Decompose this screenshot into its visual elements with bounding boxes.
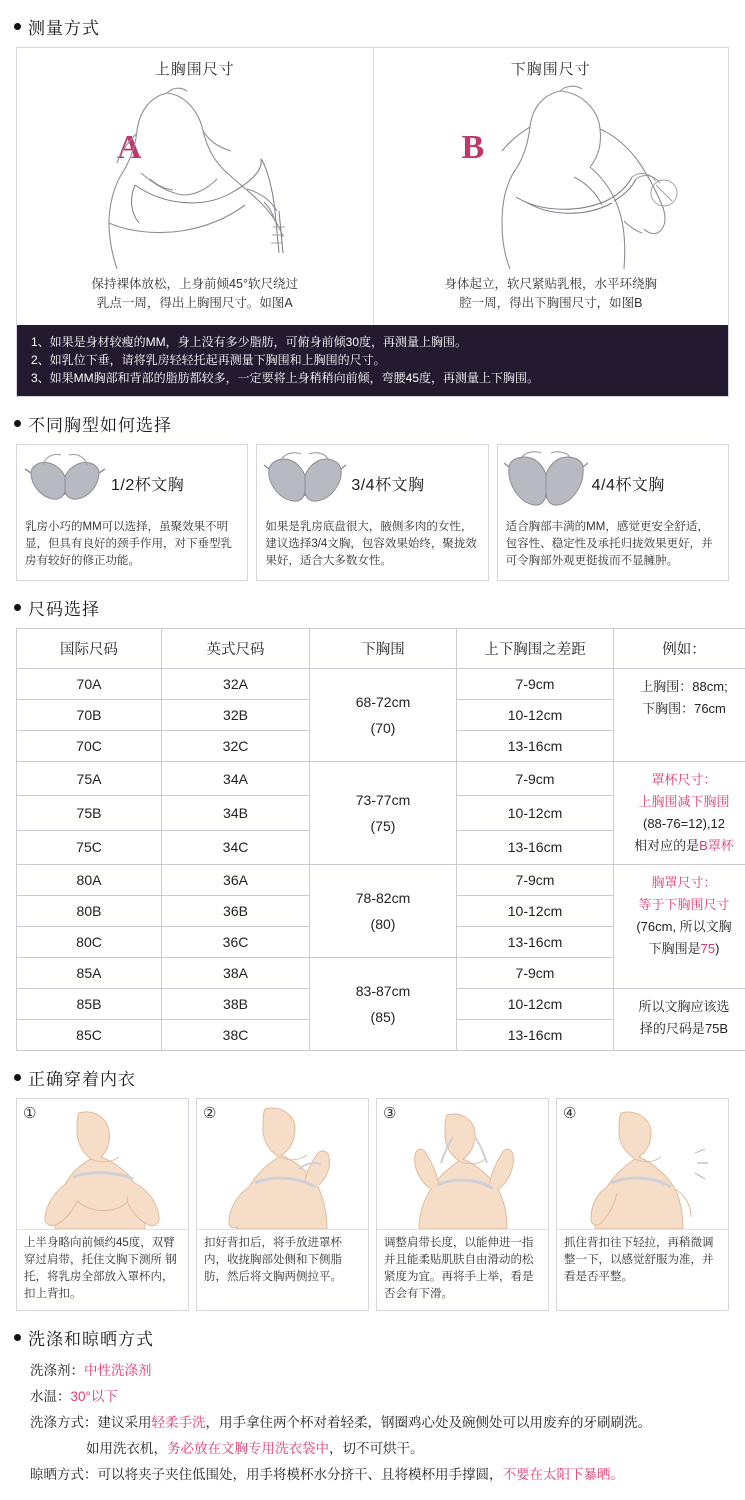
wash-method-label: 洗涤方式：建议采用 xyxy=(30,1415,152,1430)
measure-upper-caption xyxy=(17,271,373,325)
wash-method-rest: ，用手拿住两个杯对着轻柔，钢圈鸡心处及碗侧处可以用废弃的牙刷刷洗。 xyxy=(205,1415,651,1430)
step-card xyxy=(16,1098,189,1311)
underbust-range: 73-77cm xyxy=(355,792,411,808)
measure-upper-letter: A xyxy=(117,129,142,166)
measure-under-caption-line1: 身体起立，软尺紧贴乳根，水平环绕胸 xyxy=(444,277,657,291)
cell-diff: 13-16cm xyxy=(457,1020,614,1051)
step-number: ③ xyxy=(383,1105,397,1122)
wash-method-line xyxy=(30,1410,715,1436)
bullet-icon xyxy=(14,1074,21,1081)
cup-label: 3/4杯文胸 xyxy=(351,476,425,494)
wash-temp-label: 水温： xyxy=(30,1389,71,1404)
underbust-num: (70) xyxy=(370,720,396,736)
table-row xyxy=(17,865,745,896)
dry-method-pre: 晾晒方式：可以将夹子夹住低围处，用手将模杯水分挤干、且将模杯用手撑圆， xyxy=(30,1467,503,1482)
cell-underbust xyxy=(310,762,457,865)
cell-intl: 70B xyxy=(17,700,162,731)
cell-uk: 34A xyxy=(162,762,310,796)
table-row xyxy=(17,669,745,700)
step-card xyxy=(376,1098,549,1311)
step-illustration xyxy=(197,1099,368,1229)
section-heading-wash-label: 洗涤和晾晒方式 xyxy=(28,1330,154,1349)
cell-intl: 70A xyxy=(17,669,162,700)
wash-machine-highlight: 务必放在文胸专用洗衣袋中 xyxy=(167,1441,329,1456)
measure-upper-illustration xyxy=(17,81,373,271)
cell-diff: 10-12cm xyxy=(457,896,614,927)
cell-intl: 85B xyxy=(17,989,162,1020)
cup-card xyxy=(16,444,248,581)
size-table xyxy=(16,628,745,1051)
cell-underbust xyxy=(310,865,457,958)
step-card xyxy=(196,1098,369,1311)
figure-upper-svg xyxy=(17,81,377,271)
measure-under-caption xyxy=(374,271,729,325)
section-heading-size xyxy=(14,595,745,620)
example-cup-formula: 上胸围减下胸围 xyxy=(638,794,730,809)
measure-box xyxy=(16,47,729,397)
wash-machine-pre: 如用洗衣机， xyxy=(86,1441,167,1456)
cell-intl: 75B xyxy=(17,796,162,830)
example-cup-result-value: B罩杯 xyxy=(699,838,734,853)
example-under: 下胸围：76cm xyxy=(642,701,726,716)
example-cup-title: 罩杯尺寸： xyxy=(651,772,717,787)
cup-label: 1/2杯文胸 xyxy=(111,476,185,494)
cup-card xyxy=(497,444,729,581)
cell-underbust xyxy=(310,669,457,762)
size-table-wrap xyxy=(16,628,734,1051)
th-uk: 英式尺码 xyxy=(162,629,310,669)
step-4-svg xyxy=(557,1099,728,1229)
cell-diff: 13-16cm xyxy=(457,830,614,864)
cell-uk: 38C xyxy=(162,1020,310,1051)
example-conclusion-2: 择的尺码是75B xyxy=(639,1021,729,1036)
bra-full-cup-icon xyxy=(504,451,588,515)
cell-intl: 80B xyxy=(17,896,162,927)
cup-card xyxy=(256,444,488,581)
wash-temp-value: 30°以下 xyxy=(70,1389,118,1404)
cell-intl: 80C xyxy=(17,927,162,958)
example-cup-result: 相对应的是B罩杯 xyxy=(634,838,734,853)
cell-diff: 10-12cm xyxy=(457,700,614,731)
cell-uk: 38A xyxy=(162,958,310,989)
bullet-icon xyxy=(14,604,21,611)
underbust-range: 83-87cm xyxy=(355,983,411,999)
example-band-result: 下胸围是75) xyxy=(648,941,720,956)
th-diff: 上下胸围之差距 xyxy=(457,629,614,669)
section-heading-cups-label: 不同胸型如何选择 xyxy=(28,416,172,435)
cup-desc: 乳房小巧的MM可以选择，虽聚效果不明显，但具有良好的颈手作用，对下垂型乳房有较好的修正功能。 xyxy=(25,521,232,567)
cell-diff: 13-16cm xyxy=(457,927,614,958)
section-heading-wear-label: 正确穿着内衣 xyxy=(28,1070,136,1089)
step-illustration xyxy=(557,1099,728,1229)
measure-note-2: 2、如乳位下垂，请将乳房轻轻托起再测量下胸围和上胸围的尺寸。 xyxy=(31,353,386,367)
underbust-range: 78-82cm xyxy=(355,890,411,906)
cell-uk: 32B xyxy=(162,700,310,731)
cell-intl: 85A xyxy=(17,958,162,989)
cell-diff: 10-12cm xyxy=(457,796,614,830)
example-band-title: 胸罩尺寸： xyxy=(651,875,717,890)
measure-under-letter: B xyxy=(461,129,485,166)
example-band-rule: 等于下胸围尺寸 xyxy=(638,897,730,912)
underbust-num: (75) xyxy=(370,818,396,834)
step-desc: 上半身略向前倾约45度，双臂穿过肩带，托住文胸下测所 钢托，将乳房全部放入罩杯内，扣上背扣。 xyxy=(17,1229,188,1310)
step-3-svg xyxy=(377,1099,548,1229)
bullet-icon xyxy=(14,23,21,30)
step-2-svg xyxy=(197,1099,368,1229)
cell-diff: 10-12cm xyxy=(457,989,614,1020)
cell-example-2 xyxy=(614,762,745,865)
underbust-range: 68-72cm xyxy=(355,694,411,710)
section-heading-measure xyxy=(14,14,745,39)
wash-detergent-label: 洗涤剂： xyxy=(30,1363,84,1378)
cell-example-4 xyxy=(614,989,745,1051)
cell-uk: 34B xyxy=(162,796,310,830)
step-1-svg xyxy=(17,1099,188,1229)
bullet-icon xyxy=(14,420,21,427)
wash-machine-line xyxy=(30,1436,715,1462)
th-underbust: 下胸围 xyxy=(310,629,457,669)
cell-example-1 xyxy=(614,669,745,762)
cell-uk: 32A xyxy=(162,669,310,700)
section-heading-cups xyxy=(14,411,745,436)
table-header-row xyxy=(17,629,745,669)
example-conclusion-1: 所以文胸应该选 xyxy=(638,999,730,1014)
product-size-guide-page xyxy=(0,14,745,1498)
measure-upper-caption-line2: 乳点一周，得出上胸围尺寸。如图A xyxy=(96,296,293,310)
wash-detergent-value: 中性洗涤剂 xyxy=(84,1363,152,1378)
step-desc: 扣好背扣后，将手放进罩杯内，收拢胸部处侧和下侧脂肪，然后将文胸两侧拉平。 xyxy=(197,1229,368,1293)
measure-col-upper xyxy=(17,48,373,325)
cell-diff: 7-9cm xyxy=(457,958,614,989)
cup-desc: 如果是乳房底盘很大，腋侧多肉的女性，建议选择3/4文胸，包容效果始终，聚拢效果好，适合大多数女性。 xyxy=(265,521,477,567)
underbust-num: (85) xyxy=(370,1009,396,1025)
measure-under-title: 下胸围尺寸 xyxy=(510,61,591,78)
cup-label: 4/4杯文胸 xyxy=(591,476,665,494)
dry-method-highlight: 不要在太阳下暴晒。 xyxy=(502,1467,624,1482)
cell-diff: 7-9cm xyxy=(457,669,614,700)
bullet-icon xyxy=(14,1334,21,1341)
step-card xyxy=(556,1098,729,1311)
example-cup-calc: (88-76=12),12 xyxy=(642,816,726,831)
cell-diff: 13-16cm xyxy=(457,731,614,762)
step-illustration xyxy=(17,1099,188,1229)
step-desc: 调整肩带长度，以能伸进一指并且能柔贴肌肤自由滑动的松紧度为宜。再将手上举，看是否会有下滑。 xyxy=(377,1229,548,1310)
example-upper: 上胸围：88cm; xyxy=(640,679,728,694)
step-number: ② xyxy=(203,1105,217,1122)
underbust-num: (80) xyxy=(370,916,396,932)
cell-diff: 7-9cm xyxy=(457,762,614,796)
cell-underbust xyxy=(310,958,457,1051)
step-number: ④ xyxy=(563,1105,577,1122)
dry-method-line xyxy=(30,1462,715,1488)
wash-instructions xyxy=(30,1358,715,1488)
example-band-value: 75 xyxy=(700,941,716,956)
measure-note-3: 3、如果MM胸部和背部的脂肪都较多，一定要将上身稍稍向前倾，弯腰45度，再测量上下胸围。 xyxy=(31,371,540,385)
cell-intl: 80A xyxy=(17,865,162,896)
bra-half-cup-icon xyxy=(23,451,107,515)
th-example: 例如： xyxy=(614,629,745,669)
wearing-steps xyxy=(16,1098,729,1311)
bra-three-quarter-cup-icon xyxy=(263,451,347,515)
cell-uk: 32C xyxy=(162,731,310,762)
cell-intl: 75A xyxy=(17,762,162,796)
step-number: ① xyxy=(23,1105,37,1122)
cell-example-3 xyxy=(614,865,745,989)
cell-uk: 34C xyxy=(162,830,310,864)
cell-uk: 38B xyxy=(162,989,310,1020)
figure-under-svg xyxy=(374,81,734,271)
cell-uk: 36A xyxy=(162,865,310,896)
measure-under-illustration xyxy=(374,81,729,271)
wash-machine-rest: ，切不可烘干。 xyxy=(329,1441,424,1456)
example-final-size: 75B xyxy=(704,1021,729,1036)
cell-uk: 36C xyxy=(162,927,310,958)
cell-intl: 85C xyxy=(17,1020,162,1051)
measure-upper-caption-line1: 保持裸体放松，上身前倾45°软尺绕过 xyxy=(91,277,298,291)
section-heading-wear xyxy=(14,1065,745,1090)
measure-note-1: 1、如果是身材较瘦的MM，身上没有多少脂肪，可俯身前倾30度，再测量上胸围。 xyxy=(31,335,468,349)
step-desc: 抓住背扣往下轻拉，再稍微调整一下，以感觉舒服为准，并看是否平整。 xyxy=(557,1229,728,1293)
measure-under-caption-line2: 腔一周，得出下胸围尺寸，如图B xyxy=(459,296,643,310)
cup-desc: 适合胸部丰满的MM，感觉更安全舒适，包容性、稳定性及承托归拢效果更好，并可令胸部外观更挺拔而不显臃肿。 xyxy=(505,521,713,567)
cell-intl: 75C xyxy=(17,830,162,864)
wash-method-highlight: 轻柔手洗 xyxy=(151,1415,206,1430)
cell-diff: 7-9cm xyxy=(457,865,614,896)
section-heading-size-label: 尺码选择 xyxy=(28,600,100,619)
cell-uk: 36B xyxy=(162,896,310,927)
measure-upper-title: 上胸围尺寸 xyxy=(154,61,235,78)
section-heading-measure-label: 测量方式 xyxy=(28,19,100,38)
wash-detergent-line xyxy=(30,1358,715,1384)
th-intl: 国际尺码 xyxy=(17,629,162,669)
table-row xyxy=(17,762,745,796)
cup-type-cards xyxy=(16,444,729,581)
step-illustration xyxy=(377,1099,548,1229)
cell-intl: 70C xyxy=(17,731,162,762)
measure-col-under xyxy=(373,48,729,325)
measure-notes xyxy=(17,325,728,396)
section-heading-wash xyxy=(14,1325,745,1350)
example-band-calc: (76cm, 所以文胸 xyxy=(636,919,732,934)
wash-temp-line xyxy=(30,1384,715,1410)
